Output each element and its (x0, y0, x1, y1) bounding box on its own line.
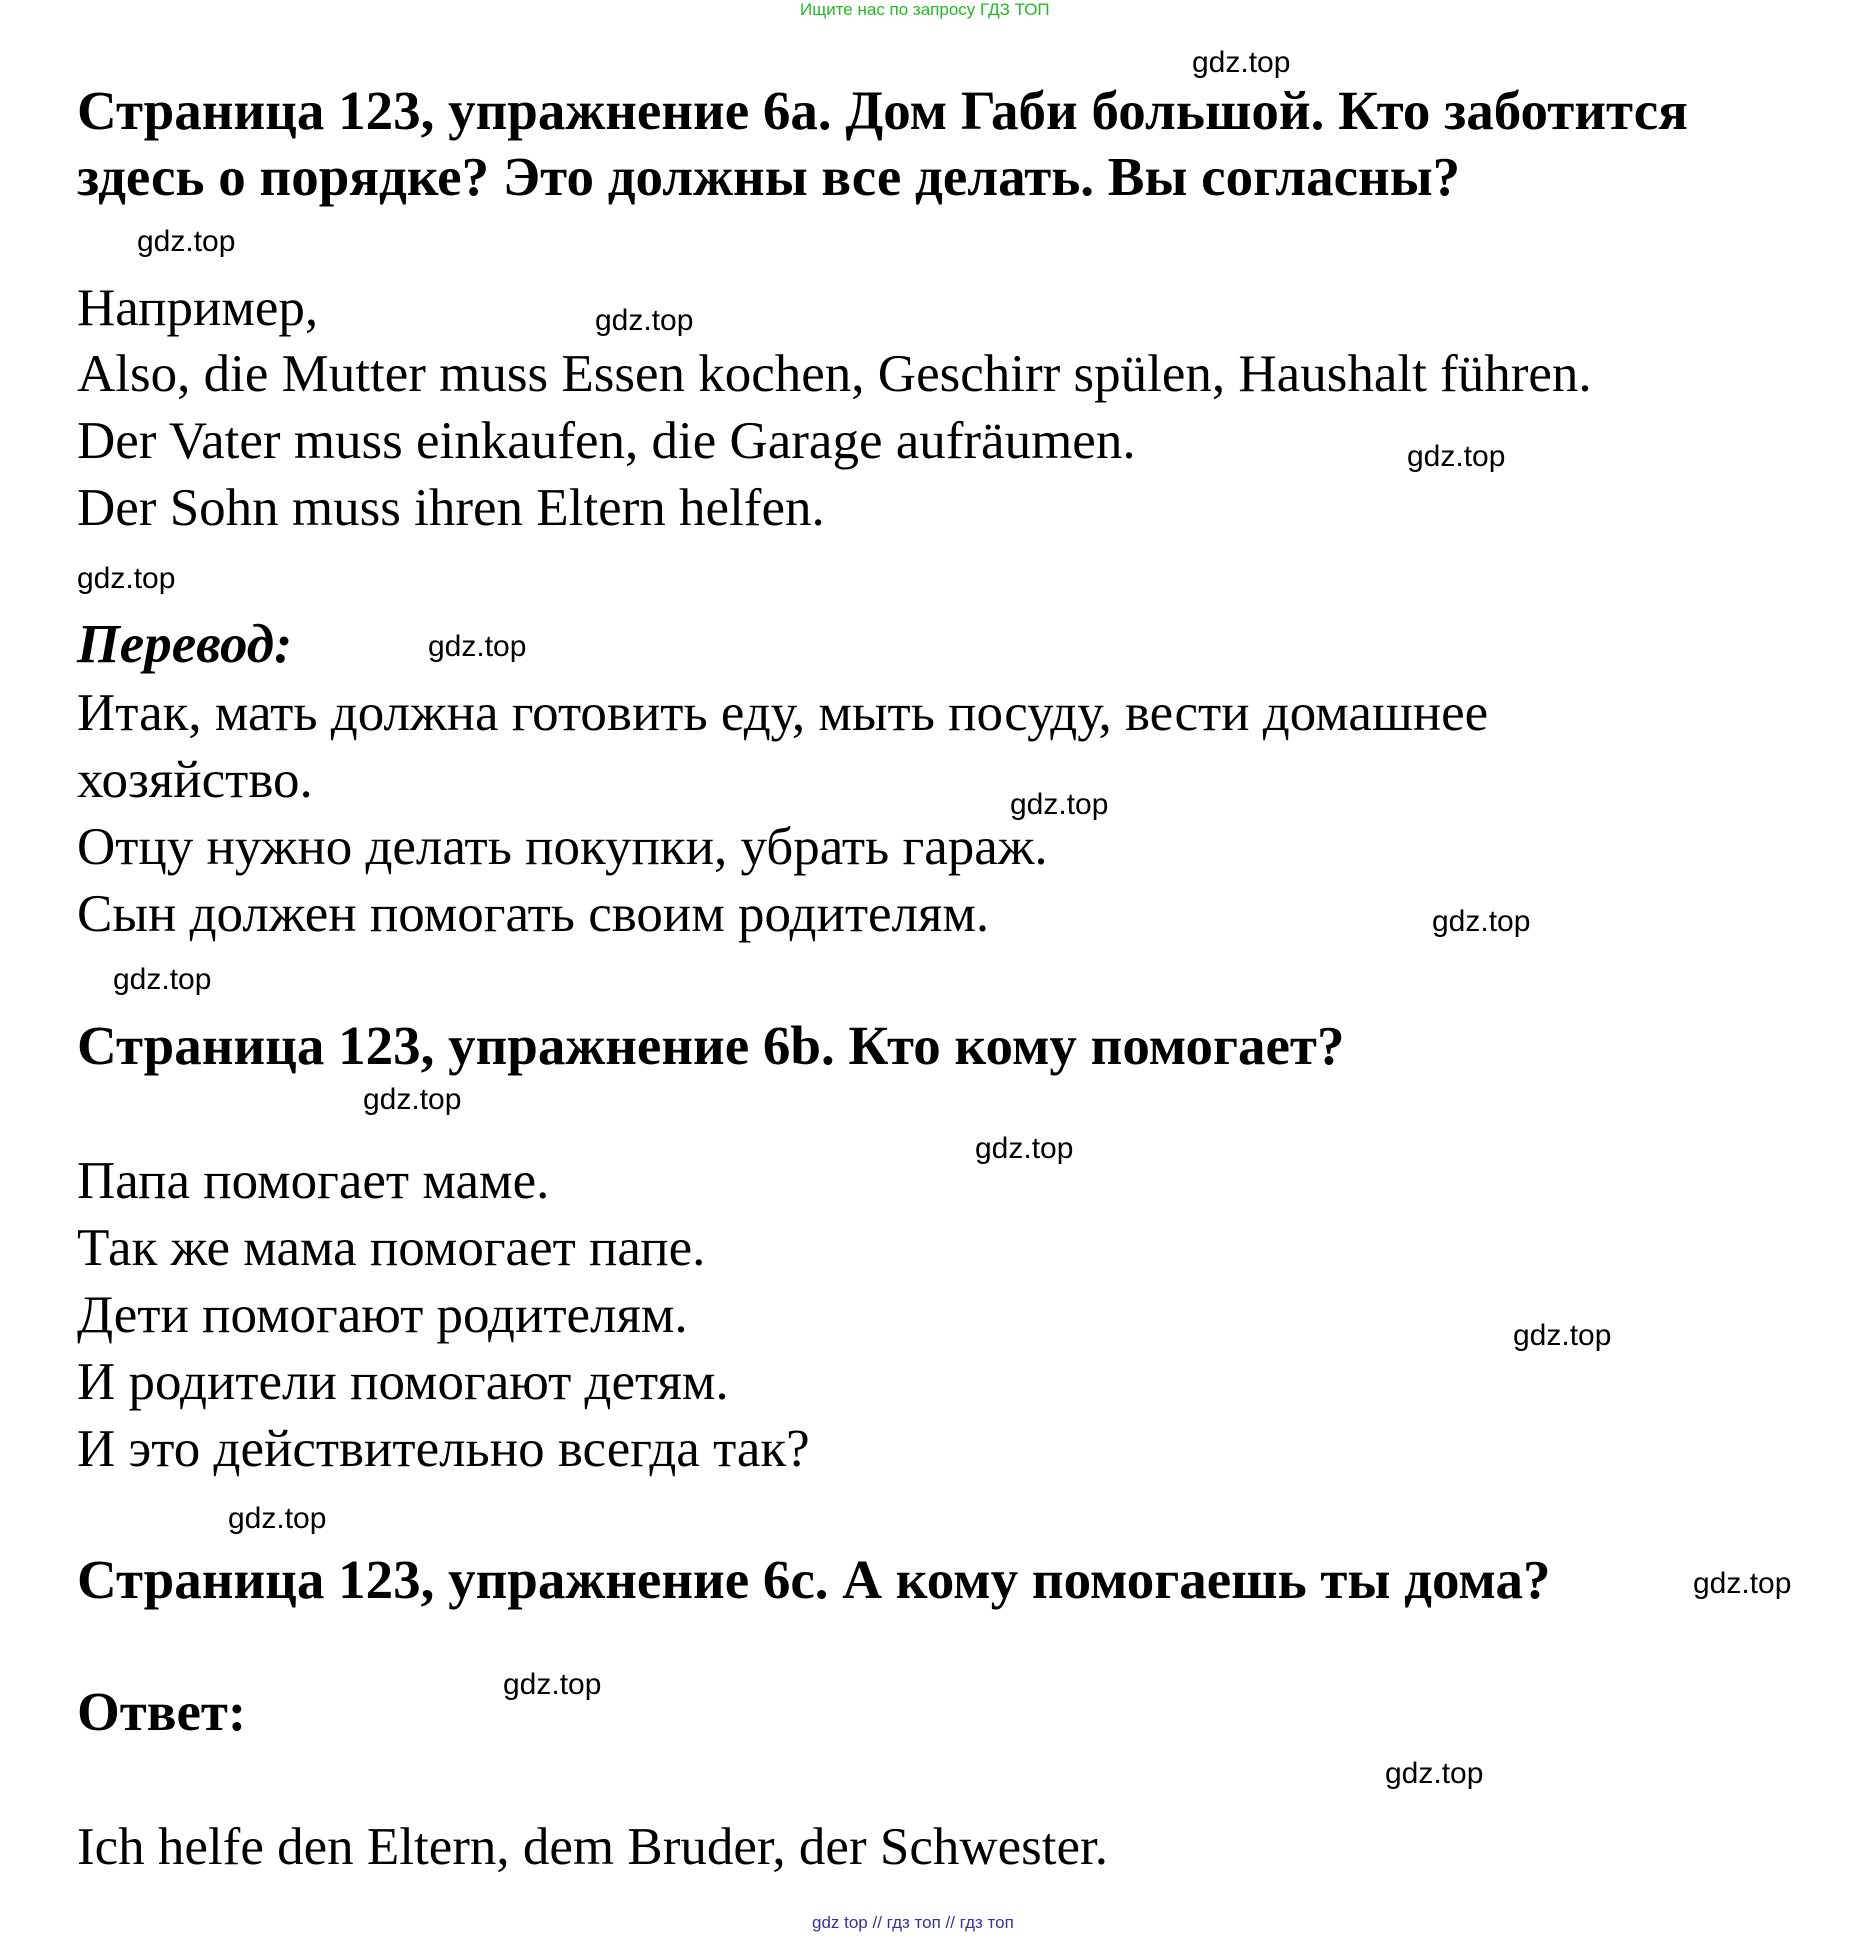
watermark: gdz.top (113, 963, 212, 996)
watermark: gdz.top (228, 1502, 327, 1535)
watermark: gdz.top (975, 1132, 1074, 1165)
answer-line: Папа помогает маме. (77, 1152, 550, 1210)
german-line: Der Vater muss einkaufen, die Garage aufräumen. (77, 412, 1136, 470)
watermark: gdz.top (363, 1083, 462, 1116)
watermark: gdz.top (77, 562, 176, 595)
watermark: gdz.top (137, 225, 236, 258)
german-line: Also, die Mutter muss Essen kochen, Geschirr spülen, Haushalt führen. (77, 345, 1592, 403)
heading-6a-line1: Страница 123, упражнение 6a. Дом Габи большой. Кто заботится (77, 80, 1688, 141)
watermark: gdz.top (1385, 1757, 1484, 1790)
answer-line: Так же мама помогает папе. (77, 1219, 706, 1277)
watermark: gdz.top (1192, 46, 1291, 79)
heading-6b: Страница 123, упражнение 6b. Кто кому помогает? (77, 1015, 1345, 1076)
translation-line: Итак, мать должна готовить еду, мыть посуду, вести домашнее (77, 684, 1489, 742)
watermark: gdz.top (1010, 788, 1109, 821)
answer-text: Ich helfe den Eltern, dem Bruder, der Schwester. (77, 1818, 1108, 1876)
answer-line: И это действительно всегда так? (77, 1420, 810, 1478)
translation-line: Отцу нужно делать покупки, убрать гараж. (77, 818, 1048, 876)
watermark: gdz.top (503, 1668, 602, 1701)
heading-6c: Страница 123, упражнение 6c. А кому помогаешь ты дома? (77, 1549, 1551, 1610)
footer-links: gdz top // гдз топ // гдз топ (812, 1913, 1014, 1932)
answer-label: Ответ: (77, 1681, 247, 1742)
answer-line: Дети помогают родителям. (77, 1286, 688, 1344)
german-line: Der Sohn muss ihren Eltern helfen. (77, 479, 825, 537)
search-hint: Ищите нас по запросу ГДЗ ТОП (800, 0, 1050, 19)
answer-line: И родители помогают детям. (77, 1353, 729, 1411)
translation-line: хозяйство. (77, 751, 313, 809)
watermark: gdz.top (595, 304, 694, 337)
watermark: gdz.top (428, 630, 527, 663)
translation-line: Сын должен помогать своим родителям. (77, 885, 990, 943)
watermark: gdz.top (1407, 440, 1506, 473)
heading-6a-line2: здесь о порядке? Это должны все делать. Вы согласны? (77, 146, 1461, 207)
watermark: gdz.top (1513, 1319, 1612, 1352)
translation-label: Перевод: (77, 613, 293, 674)
watermark: gdz.top (1432, 905, 1531, 938)
example-label: Например, (77, 279, 319, 337)
watermark: gdz.top (1693, 1567, 1792, 1600)
